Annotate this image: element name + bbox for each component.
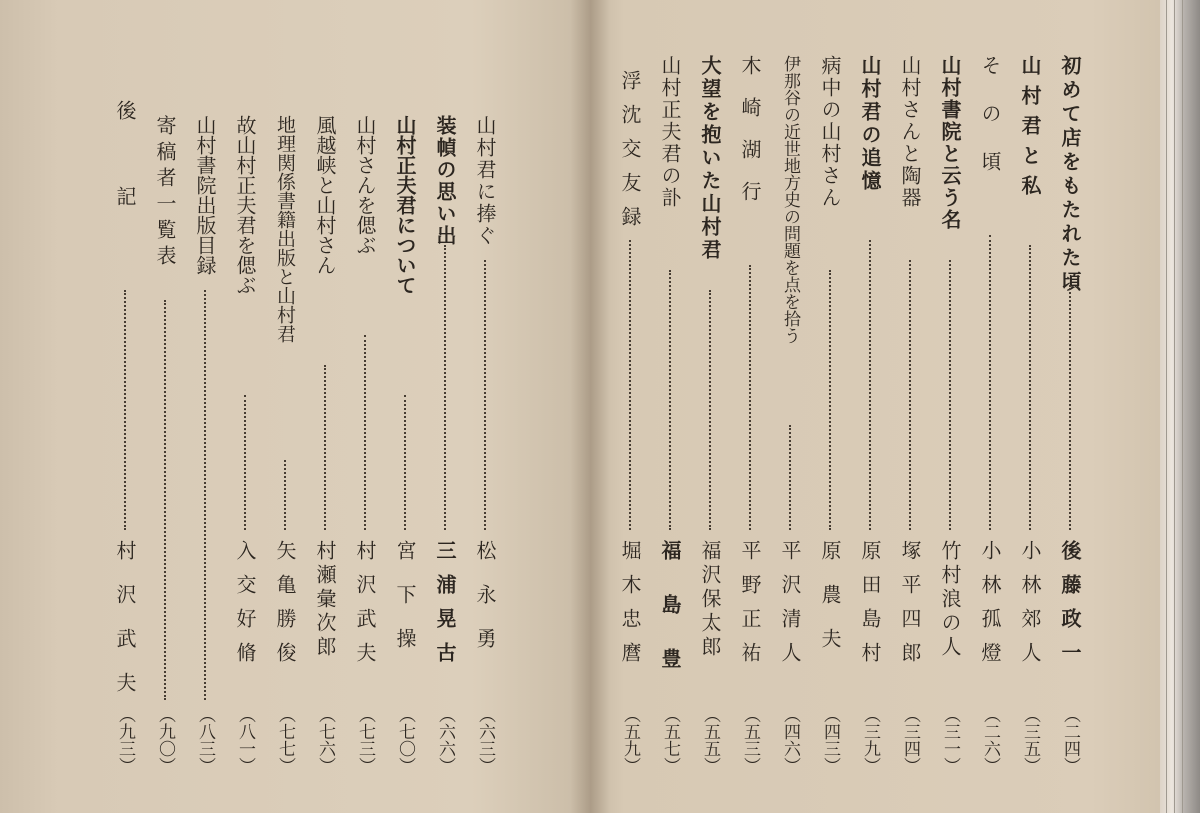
toc-entry [895, 0, 925, 813]
dotted-leader [164, 300, 166, 700]
entry-title: 山村君に捧ぐ [473, 115, 497, 247]
entry-author: 福沢保太郎 [698, 540, 722, 660]
entry-author: 平野正祐 [738, 540, 762, 676]
entry-page: （八三） [195, 706, 215, 774]
entry-title: 初めて店をもたれた頃 [1058, 55, 1082, 295]
toc-entry [150, 0, 180, 813]
dotted-leader [324, 365, 326, 530]
entry-page: （五五） [700, 706, 720, 774]
entry-title: 後記 [113, 100, 137, 272]
entry-page: （四六） [780, 706, 800, 774]
entry-author: 福島豊 [658, 540, 682, 702]
toc-entry [470, 0, 500, 813]
entry-author: 堀木忠麿 [618, 540, 642, 676]
entry-title: 山村君と私 [1018, 55, 1042, 205]
entry-title: 寄稿者一覧表 [153, 115, 177, 271]
dotted-leader [124, 290, 126, 530]
entry-author: 村瀬彙次郎 [313, 540, 337, 660]
entry-author: 矢亀勝俊 [273, 540, 297, 676]
entry-author: 入交好脩 [233, 540, 257, 676]
entry-title: 山村さんを偲ぶ [353, 115, 377, 255]
dotted-leader [484, 260, 486, 530]
dotted-leader [869, 240, 871, 530]
dotted-leader [364, 335, 366, 530]
dotted-leader [629, 240, 631, 530]
entry-title: 地理関係書籍出版と山村君 [274, 115, 296, 343]
entry-author: 平沢清人 [778, 540, 802, 676]
dotted-leader [909, 260, 911, 530]
dotted-leader [284, 460, 286, 530]
entry-author: 小林郊人 [1018, 540, 1042, 676]
dotted-leader [829, 270, 831, 530]
entry-title: 山村さんと陶器 [898, 55, 922, 209]
entry-author: 原農夫 [818, 540, 842, 672]
entry-page: （三四） [900, 706, 920, 774]
entry-page: （四三） [820, 706, 840, 774]
toc-entry [615, 0, 645, 813]
dotted-leader [444, 245, 446, 530]
entry-page: （三五） [1020, 706, 1040, 774]
dotted-leader [1029, 245, 1031, 530]
toc-entry [1015, 0, 1045, 813]
dotted-leader [949, 260, 951, 530]
dotted-leader [244, 395, 246, 530]
toc-entry [935, 0, 965, 813]
entry-author: 宮下操 [393, 540, 417, 672]
entry-author: 後藤政一 [1058, 540, 1082, 676]
entry-title: 大望を抱いた山村君 [698, 55, 722, 262]
entry-title: 山村書院と云う名 [938, 55, 962, 231]
entry-title: 浮沈交友録 [618, 70, 642, 240]
entry-title: 山村正夫君について [393, 115, 417, 295]
entry-page: （三一） [940, 706, 960, 774]
entry-title: 木崎湖行 [738, 55, 762, 223]
book-gutter [570, 0, 610, 813]
entry-page: （七七） [275, 706, 295, 774]
toc-entry [775, 0, 805, 813]
entry-page: （九〇） [155, 706, 175, 774]
toc-entry [735, 0, 765, 813]
toc-entry [310, 0, 340, 813]
dotted-leader [749, 265, 751, 530]
entry-page: （五九） [620, 706, 640, 774]
toc-entry [430, 0, 460, 813]
toc-entry [190, 0, 220, 813]
entry-page: （七三） [355, 706, 375, 774]
entry-author: 小林孤燈 [978, 540, 1002, 676]
dotted-leader [789, 425, 791, 530]
entry-title: 病中の山村さん [818, 55, 842, 209]
toc-entry [390, 0, 420, 813]
entry-title: 装幀の思い出 [433, 115, 457, 247]
dotted-leader [204, 290, 206, 700]
entry-author: 松永勇 [473, 540, 497, 672]
entry-author: 塚平四郎 [898, 540, 922, 676]
dotted-leader [669, 270, 671, 530]
entry-page: （二六） [980, 706, 1000, 774]
dotted-leader [989, 235, 991, 530]
entry-author: 竹村浪の人 [938, 540, 962, 660]
entry-page: （五七） [660, 706, 680, 774]
entry-title: 山村君の追憶 [858, 55, 882, 193]
entry-title: 故山村正夫君を偲ぶ [233, 115, 257, 295]
dotted-leader [404, 395, 406, 530]
entry-page: （三九） [860, 706, 880, 774]
entry-page: （八一） [235, 706, 255, 774]
entry-title: その頃 [978, 55, 1002, 199]
entry-page: （七六） [315, 706, 335, 774]
toc-entry [230, 0, 260, 813]
entry-title: 風越峡と山村さん [313, 115, 337, 275]
entry-page: （五三） [740, 706, 760, 774]
entry-author: 三浦晃古 [433, 540, 457, 676]
entry-title: 山村正夫君の訃 [658, 55, 682, 209]
entry-page: （二四） [1060, 706, 1080, 774]
toc-entry [110, 0, 140, 813]
entry-page: （六六） [435, 706, 455, 774]
entry-author: 原田島村 [858, 540, 882, 676]
toc-entry [815, 0, 845, 813]
entry-author: 村沢武夫 [113, 540, 137, 716]
toc-entry [655, 0, 685, 813]
toc-entry [1055, 0, 1085, 813]
entry-author: 村沢武夫 [353, 540, 377, 676]
dotted-leader [1069, 285, 1071, 530]
toc-entry [855, 0, 885, 813]
page-edge [1160, 0, 1200, 813]
entry-page: （九三） [115, 706, 135, 774]
dotted-leader [709, 290, 711, 530]
entry-page: （六三） [475, 706, 495, 774]
toc-entry [975, 0, 1005, 813]
entry-title: 山村書院出版目録 [193, 115, 217, 275]
toc-entry [695, 0, 725, 813]
entry-page: （七〇） [395, 706, 415, 774]
toc-entry [270, 0, 300, 813]
toc-entry [350, 0, 380, 813]
entry-title: 伊那谷の近世地方史の問題を点を拾う [780, 55, 800, 344]
